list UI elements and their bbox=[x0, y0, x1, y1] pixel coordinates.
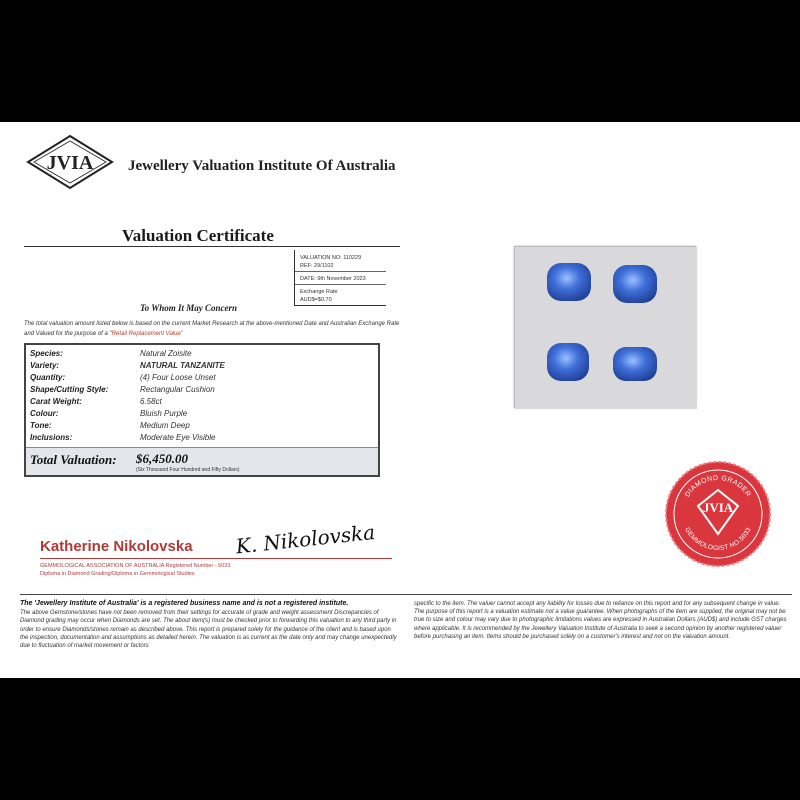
signer-name: Katherine Nikolovska bbox=[40, 538, 193, 555]
exchange-rate-value: AUD$=$0.70 bbox=[300, 297, 332, 303]
addressee: To Whom It May Concern bbox=[140, 303, 238, 313]
handwritten-signature bbox=[228, 514, 396, 564]
certificate-sheet bbox=[0, 122, 800, 678]
signature-text: K. Nikolovska bbox=[234, 520, 377, 559]
association-info bbox=[40, 562, 230, 578]
detail-value: Rectangular Cushion bbox=[140, 385, 215, 394]
association-number: GEMMOLOGICAL ASSOCIATION OF AUSTRALIA Registered Number - 5033 bbox=[40, 563, 231, 569]
gemstone-photo bbox=[514, 246, 696, 408]
gemstone bbox=[547, 263, 591, 301]
detail-value: NATURAL TANZANITE bbox=[140, 361, 225, 370]
gem-details-table bbox=[24, 343, 380, 477]
detail-label: Inclusions: bbox=[30, 433, 73, 442]
title-divider bbox=[24, 246, 400, 247]
total-valuation-words: (Six Thousand Four Hundred and Fifty Dollars) bbox=[136, 467, 240, 473]
footer-divider bbox=[20, 594, 792, 595]
intro-highlight: "Retail Replacement Value" bbox=[109, 331, 183, 337]
detail-label: Shape/Cutting Style: bbox=[30, 385, 109, 394]
detail-label: Quantity: bbox=[30, 373, 66, 382]
gemstone bbox=[613, 347, 657, 381]
detail-value: (4) Four Loose Unset bbox=[140, 373, 216, 382]
diamond-grader-seal bbox=[664, 460, 772, 568]
reference-number: REF: 29/1102 bbox=[300, 263, 334, 269]
exchange-rate-label: Exchange Rate bbox=[300, 289, 338, 295]
detail-label: Carat Weight: bbox=[30, 397, 82, 406]
total-valuation-value: $6,450.00 bbox=[136, 451, 188, 466]
logo-text: JVIA bbox=[46, 152, 94, 174]
detail-value: Medium Deep bbox=[140, 421, 190, 430]
gemstone bbox=[613, 265, 657, 303]
institute-name: Jewellery Valuation Institute Of Australia bbox=[128, 158, 396, 174]
detail-value: Bluish Purple bbox=[140, 409, 188, 418]
seal-bottom-text: GEMMOLOGIST NO.5033 bbox=[683, 526, 753, 553]
diploma-info: Diploma in Diamond Grading/Diploma in Gemmological Studies bbox=[40, 571, 195, 577]
valuation-number: VALUATION NO: 110229 bbox=[300, 255, 362, 261]
detail-label: Variety: bbox=[30, 361, 60, 370]
jvia-logo bbox=[24, 134, 116, 194]
detail-value: 6.58ct bbox=[140, 397, 162, 406]
certificate-title: Valuation Certificate bbox=[122, 226, 274, 245]
footer-heading: The 'Jewellery Institute of Australia' is a registered business name and is not a registered institute. bbox=[20, 600, 349, 607]
signature-rule bbox=[40, 558, 392, 559]
valuation-date: DATE: 9th November 2023 bbox=[300, 276, 366, 282]
footer-disclaimer-right: specific to the item. The valuer cannot accept any liability for losses due to reliance on this report and for any subsequent change in value. The purpose of this report is a valuation estimate not a value guarantee. When photographs of the item are supplied, the original may not be true to size and colour may vary due to photographic limitations values are expressed in Australian Dollars (AUD$) and include GST charges where applicable. It is recommended by the Jewellery Valuation Institute of Australia to seek a second opinion by another registered valuer before purchasing an item. Items should be purchased solely on a customer's interest and not on the valuation amount. bbox=[414, 601, 787, 640]
seal-top-text: DIAMOND GRADER bbox=[684, 474, 752, 499]
detail-label: Colour: bbox=[30, 409, 59, 418]
detail-label: Tone: bbox=[30, 421, 52, 430]
footer-left-body: The above Gemstone/stones have not been removed from their settings for accurate of grade and weight assessment Discrepancies of Diamond grading may occur when Diamonds are set. The about item(s) must be checked prior to forwarding this valuation to any third party in order to ensure Diamonds/stones remain as described above. This report is prepared solely for the guidance of the client and is based upon the inspection, documentation and assumptions as detailed herein. The valuation is as current as the date only and may change unexpectedly due to fluctuation of market movement or factors bbox=[20, 610, 397, 650]
seal-center-text: JVIA bbox=[702, 500, 734, 515]
intro-body: The total valuation amount listed below is based on the current Market Research at the above-mentioned Date and Australian Exchange Rate and Valued for the purpose of a bbox=[24, 321, 400, 337]
total-valuation-label: Total Valuation: bbox=[30, 452, 117, 467]
detail-value: Natural Zoisite bbox=[140, 349, 192, 358]
total-valuation-band bbox=[26, 447, 378, 475]
gemstone bbox=[547, 343, 589, 381]
footer-disclaimer-left bbox=[20, 600, 400, 650]
reference-box bbox=[294, 250, 386, 306]
intro-text bbox=[24, 319, 400, 339]
detail-value: Moderate Eye Visible bbox=[140, 433, 216, 442]
detail-label: Species: bbox=[30, 349, 63, 358]
